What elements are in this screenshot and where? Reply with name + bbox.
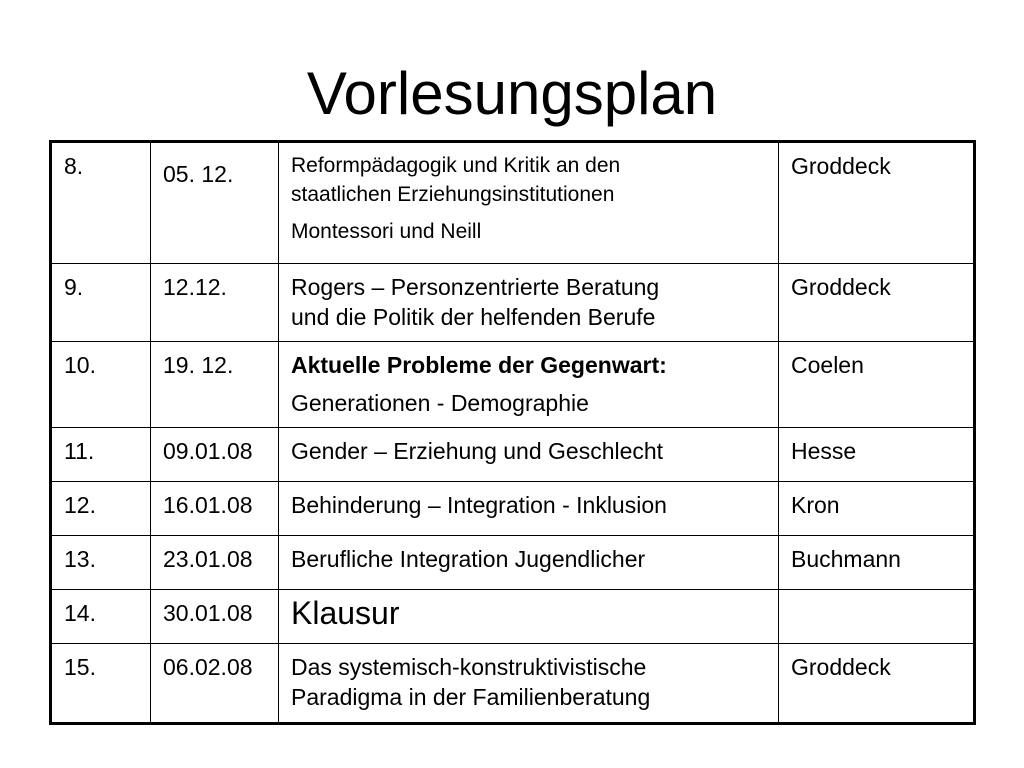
topic-line: Rogers – Personzentrierte Beratung	[291, 274, 660, 300]
topic-line: staatlichen Erziehungsinstitutionen	[291, 183, 615, 206]
topic-heading: Aktuelle Probleme der Gegenwart:	[291, 352, 667, 378]
session-date: 19. 12.	[151, 342, 279, 428]
session-topic	[279, 142, 779, 264]
session-topic	[279, 342, 779, 428]
session-date: 09.01.08	[151, 428, 279, 482]
session-lecturer: Groddeck	[779, 644, 975, 724]
table-row	[51, 142, 975, 264]
session-lecturer: Kron	[779, 482, 975, 536]
session-topic	[279, 264, 779, 342]
session-number: 14.	[51, 590, 151, 644]
session-number: 12.	[51, 482, 151, 536]
session-number: 11.	[51, 428, 151, 482]
topic-line: Reformpädagogik und Kritik an den	[291, 154, 621, 177]
table-row	[51, 482, 975, 536]
session-date: 23.01.08	[151, 536, 279, 590]
session-lecturer: Groddeck	[779, 264, 975, 342]
session-date: 05. 12.	[151, 142, 279, 264]
session-topic	[279, 536, 779, 590]
session-lecturer: Coelen	[779, 342, 975, 428]
table-row	[51, 536, 975, 590]
session-lecturer: Buchmann	[779, 536, 975, 590]
session-topic	[279, 644, 779, 724]
session-topic	[279, 482, 779, 536]
session-date: 16.01.08	[151, 482, 279, 536]
topic-line: Klausur	[291, 595, 400, 631]
session-number: 8.	[51, 142, 151, 264]
topic-line: Montessori und Neill	[291, 220, 482, 243]
session-number: 13.	[51, 536, 151, 590]
topic-line: Das systemisch-konstruktivistische	[291, 654, 647, 680]
session-lecturer: Groddeck	[779, 142, 975, 264]
session-date: 06.02.08	[151, 644, 279, 724]
table-row	[51, 590, 975, 644]
session-date: 12.12.	[151, 264, 279, 342]
session-topic	[279, 428, 779, 482]
session-lecturer	[779, 590, 975, 644]
topic-line: Gender – Erziehung und Geschlecht	[291, 438, 664, 464]
session-date: 30.01.08	[151, 590, 279, 644]
topic-line: Paradigma in der Familienberatung	[291, 684, 651, 710]
table-row	[51, 342, 975, 428]
session-number: 9.	[51, 264, 151, 342]
topic-line: Generationen - Demographie	[291, 390, 589, 416]
table-row	[51, 264, 975, 342]
topic-line: und die Politik der helfenden Berufe	[291, 304, 656, 330]
session-number: 15.	[51, 644, 151, 724]
topic-line: Berufliche Integration Jugendlicher	[291, 546, 646, 572]
table-row	[51, 644, 975, 724]
session-lecturer: Hesse	[779, 428, 975, 482]
schedule-table	[49, 140, 976, 725]
session-number: 10.	[51, 342, 151, 428]
topic-line: Behinderung – Integration - Inklusion	[291, 492, 667, 518]
slide-title: Vorlesungsplan	[306, 60, 718, 127]
session-topic	[279, 590, 779, 644]
table-row	[51, 428, 975, 482]
